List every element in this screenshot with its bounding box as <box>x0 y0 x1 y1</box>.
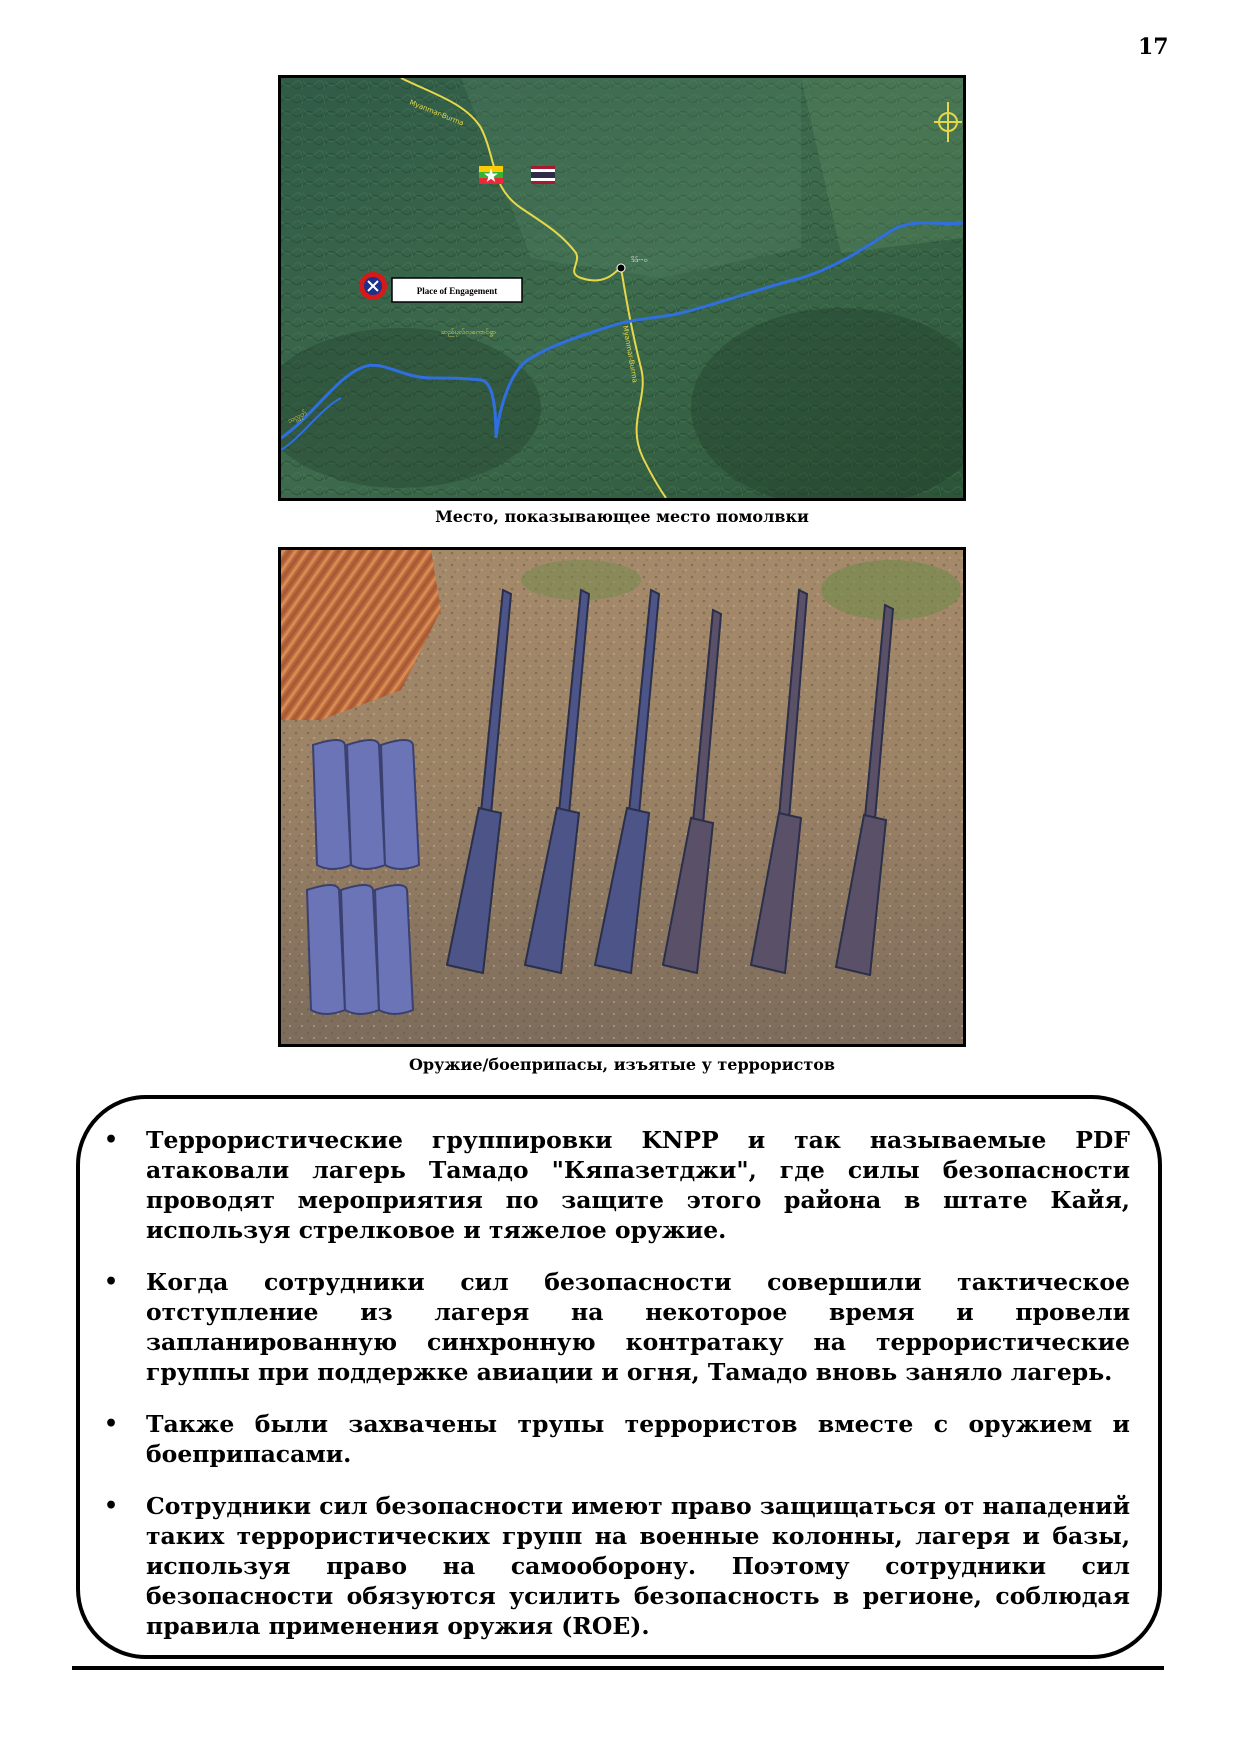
map-caption: Место, показывающее место помолвки <box>435 507 809 526</box>
bullet-dot-icon: • <box>104 1127 119 1153</box>
bullet-dot-icon: • <box>104 1493 119 1519</box>
bullet-item: • Террористические группировки KNPP и так называемые PDF атаковали лагерь Тамадо "Кяпазетджи", где силы безопасности проводят мероприятия по защите этого района в штате Кайя, используя стрелковое и тяжелое оружие. <box>104 1126 1130 1244</box>
bullet-item: • Когда сотрудники сил безопасности совершили тактическое отступление из лагеря на некоторое время и провели запланированную синхронную контратаку на террористические группы при поддержке авиации и огня, Тамадо вновь заняло лагерь. <box>104 1268 1130 1386</box>
engagement-label: Place of Engagement <box>416 286 498 296</box>
seized-weapons-photo <box>278 547 966 1047</box>
myanmar-flag <box>479 166 503 184</box>
road-label: Myanmar-Burma <box>621 324 639 384</box>
bottom-rule <box>72 1666 1164 1670</box>
page-number: 17 <box>1138 34 1169 60</box>
engagement-label-box <box>392 278 522 302</box>
bullet-item: • Сотрудники сил безопасности имеют право защищаться от нападений таких террористических групп на военные колонны, лагеря и базы, используя право на самооборону. Поэтому сотрудники сил безопасности обязуются усилить безопасность в регионе, соблюдая правила применения оружия (ROE). <box>104 1492 1130 1640</box>
place-label-b: ဆည်ပုလ်လကောင်ရွာ <box>441 328 496 336</box>
photo-caption: Оружие/боеприпасы, изъятые у террористов <box>408 1055 836 1074</box>
summary-bullet-list <box>100 1125 1130 1663</box>
border-label: Myanmar-Burma <box>408 98 465 128</box>
engagement-marker-icon <box>359 272 387 300</box>
place-label-c: သလ္လှတ် <box>286 409 309 425</box>
bullet-item: • Также были захвачены трупы террористов вместе с оружием и боеприпасами. <box>104 1410 1130 1468</box>
bullet-dot-icon: • <box>104 1411 119 1437</box>
junction-dot <box>617 264 625 272</box>
place-label-a: ဒိဒ်--ဝ <box>631 256 648 264</box>
map-image <box>278 75 966 501</box>
thailand-flag <box>531 166 555 184</box>
bullet-dot-icon: • <box>104 1269 119 1295</box>
